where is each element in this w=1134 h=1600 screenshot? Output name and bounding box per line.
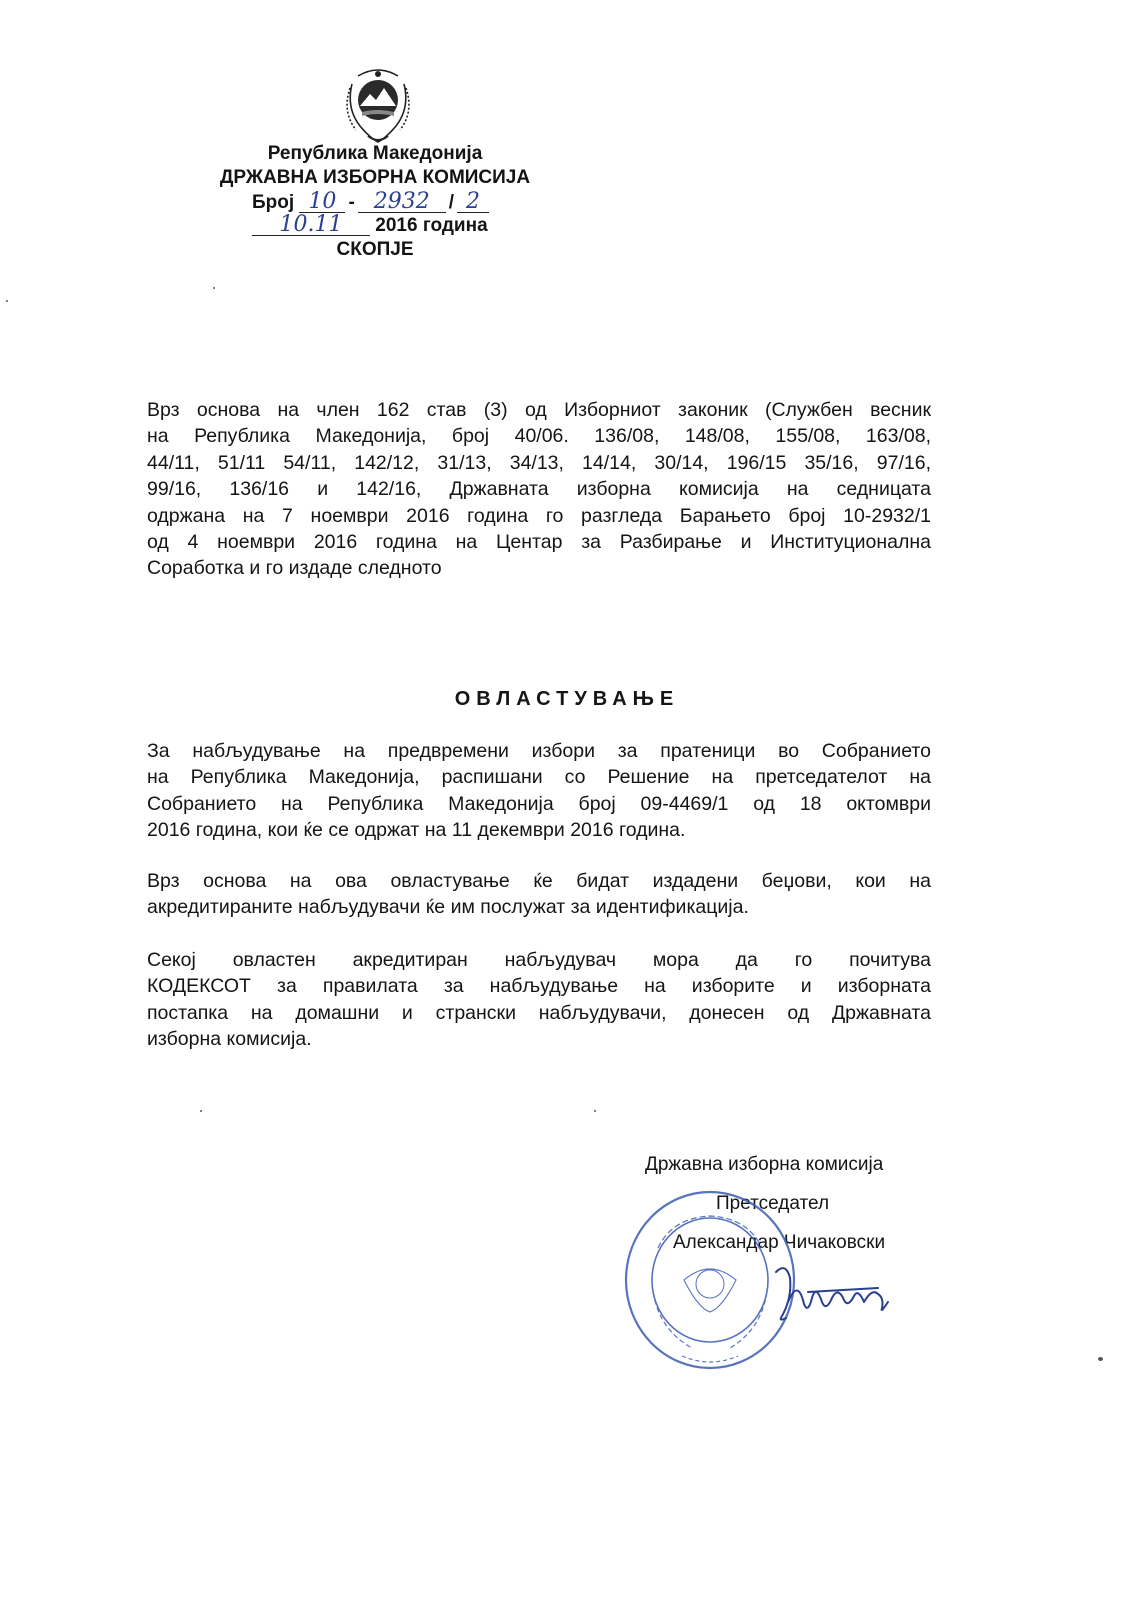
- observation-line: на Република Македонија, распишани со Решение на претседателот на: [147, 766, 931, 789]
- signatory-role: Претседател: [716, 1193, 830, 1214]
- code-line: изборна комисија.: [147, 1028, 312, 1051]
- number-label: Број: [252, 192, 295, 213]
- coat-of-arms-icon: [338, 62, 418, 146]
- code-line: постапка на домашни и странски набљудувачи, донесен од Државната: [147, 1001, 931, 1024]
- badges-paragraph: [147, 868, 931, 921]
- scan-speck: [213, 287, 215, 289]
- scan-speck: [200, 1110, 202, 1112]
- scan-speck: [594, 1110, 596, 1112]
- observation-paragraph: [147, 738, 931, 844]
- number-part-3: 2: [457, 192, 489, 213]
- commission-name: ДРЖАВНА ИЗБОРНА КОМИСИЈА: [219, 167, 531, 188]
- code-paragraph: [147, 947, 931, 1053]
- basis-line: 99/16, 136/16 и 142/16, Државната изборна комисија на седницата: [147, 478, 931, 501]
- date-handwritten: 10.11: [252, 215, 370, 236]
- scan-speck: [1098, 1357, 1103, 1361]
- badges-line: акредитираните набљудувачи ќе им послужат за идентификација.: [147, 896, 749, 919]
- country-name: Република Македонија: [267, 143, 483, 164]
- signatory-name: Александар Чичаковски: [673, 1232, 886, 1253]
- basis-paragraph: [147, 397, 931, 582]
- basis-line: Врз основа на член 162 став (3) од Изборниот законик (Службен весник: [147, 399, 931, 421]
- basis-line: на Република Македонија, број 40/06. 136/08, 148/08, 155/08, 163/08,: [147, 425, 931, 448]
- number-part-2: 2932: [358, 192, 446, 213]
- observation-line: За набљудување на предвремени избори за пратеници во Собранието: [147, 740, 931, 762]
- reference-date: [252, 212, 488, 237]
- date-year: 2016 година: [375, 215, 488, 236]
- handwritten-signature-icon: [768, 1258, 898, 1328]
- badges-line: Врз основа на ова овластување ќе бидат издадени беџови, кои на: [147, 870, 931, 892]
- basis-line: 44/11, 51/11 54/11, 142/12, 31/13, 34/13, 14/14, 30/14, 196/15 35/16, 97/16,: [147, 451, 931, 474]
- code-line: Секој овластен акредитиран набљудувач мора да го почитува: [147, 949, 931, 971]
- number-part-1: 10: [299, 192, 345, 213]
- document-title: ОВЛАСТУВАЊЕ: [454, 688, 680, 710]
- scan-speck: [6, 300, 8, 302]
- observation-line: 2016 година, кои ќе се одржат на 11 декември 2016 година.: [147, 819, 686, 842]
- basis-line: Соработка и го издаде следното: [147, 557, 442, 580]
- basis-line: од 4 ноември 2016 година на Центар за Разбирање и Институционална: [147, 530, 931, 553]
- observation-line: Собранието на Република Македонија број 09-4469/1 од 18 октомври: [147, 792, 931, 815]
- reference-number: Број 10 - 2932 / 2: [252, 192, 489, 214]
- signatory-commission: Државна изборна комисија: [645, 1154, 884, 1175]
- basis-line: одржана на 7 ноември 2016 година го разгледа Барањето број 10-2932/1: [147, 504, 931, 527]
- city-name: СКОПЈЕ: [336, 239, 414, 260]
- code-line: КОДЕКСОТ за правилата за набљудување на изборите и изборната: [147, 975, 931, 998]
